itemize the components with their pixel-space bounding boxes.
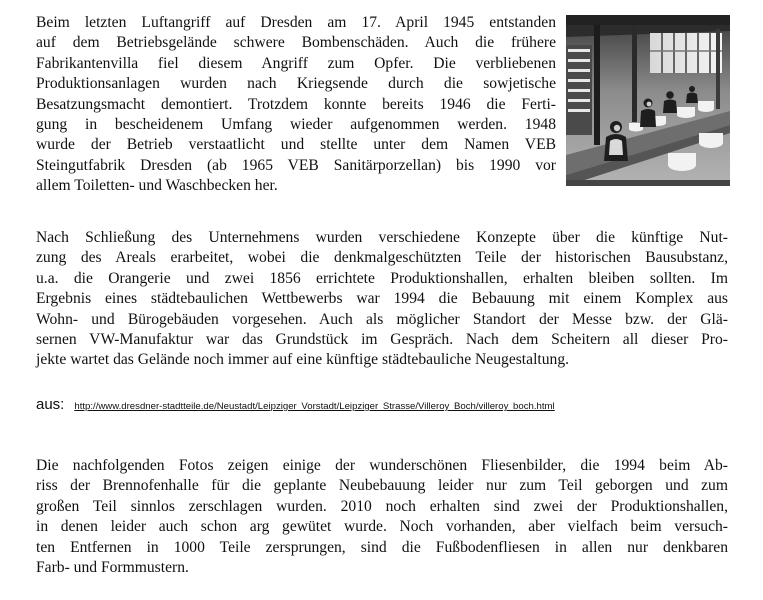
text-line: Steingutfabrik Dresden (ab 1965 VEB Sanitärporzellan) bis 1990 vor	[36, 156, 556, 174]
text-line: wurde der Betrieb verstaatlicht und stellte unter dem Namen VEB	[36, 136, 556, 154]
paragraph-tile-photos	[36, 456, 728, 578]
text-line: u.a. die Orangerie und zwei 1856 errichtete Produktionshallen, erhalten bleiben sollten. Im	[36, 269, 728, 287]
text-line: ten Entfernen in 1000 Teile zersprungen, sind die Fußbodenfliesen in allen nur denkbaren	[36, 538, 728, 556]
text-line: auf dem Betriebsgelände schwere Bombenschäden. Auch die frühere	[36, 34, 556, 52]
source-link[interactable]: http://www.dresdner-stadtteile.de/Neustadt/Leipziger Vorstadt/Leipziger Strasse/Villeroy Boch/villeroy boch.html	[74, 401, 555, 412]
text-line: Nach Schließung des Unternehmens wurden verschiedene Konzepte über die künftige Nut-	[36, 229, 728, 246]
text-line: gung in bescheidenem Umfang wieder aufgenommen werden. 1948	[36, 116, 556, 134]
text-line: in denen leider auch schon arg gewütet wurde. Noch vorhanden, aber vielfach beim versuch-	[36, 518, 728, 536]
text-line: allem Toiletten- und Waschbecken her.	[36, 177, 278, 195]
paragraph-site-concepts	[36, 228, 728, 371]
factory-workers-photo	[566, 15, 730, 186]
text-line: großen Teil sinnlos zerschlagen wurden. 2010 noch erhalten sind zwei der Produktionshallen,	[36, 497, 728, 515]
text-line: Beim letzten Luftangriff auf Dresden am 17. April 1945 entstanden	[36, 14, 556, 31]
text-line: Wohn- und Bürogebäuden vorgesehen. Auch als möglicher Standort der Messe bzw. der Glä-	[36, 310, 728, 328]
text-line: Besatzungsmacht demontiert. Trotzdem konnte bereits 1946 die Ferti-	[36, 95, 556, 113]
text-line: Ergebnis eines städtebaulichen Wettbewerbs war 1994 die Bebauung mit einem Komplex aus	[36, 290, 728, 308]
text-line: zung des Areals erarbeitet, wobei die denkmalgeschützten Teile der historischen Bausubstanz,	[36, 249, 728, 267]
paragraph-history-1945	[36, 13, 556, 197]
source-citation	[36, 396, 736, 414]
text-line: riss der Brennofenhalle für die geplante Neubebauung leider nur zum Teil geborgen und zum	[36, 477, 728, 495]
text-line: Produktionsanlagen wurden nach Kriegsende durch die sowjetische	[36, 75, 556, 93]
factory-photo-illustration	[566, 15, 730, 186]
text-line: Die nachfolgenden Fotos zeigen einige der wunderschönen Fliesenbilder, die 1994 beim Ab-	[36, 457, 728, 474]
text-line: Fabrikantenvilla fiel diesem Angriff zum Opfer. Die verbliebenen	[36, 54, 556, 72]
text-line: Farb- und Formmustern.	[36, 559, 189, 577]
text-line: jekte wartet das Gelände noch immer auf eine künftige städtebauliche Neugestaltung.	[36, 351, 570, 369]
text-line: sernen VW-Manufaktur war das Grundstück im Gespräch. Nach dem Scheitern all dieser Pro-	[36, 331, 728, 349]
source-label: aus:	[36, 396, 65, 413]
